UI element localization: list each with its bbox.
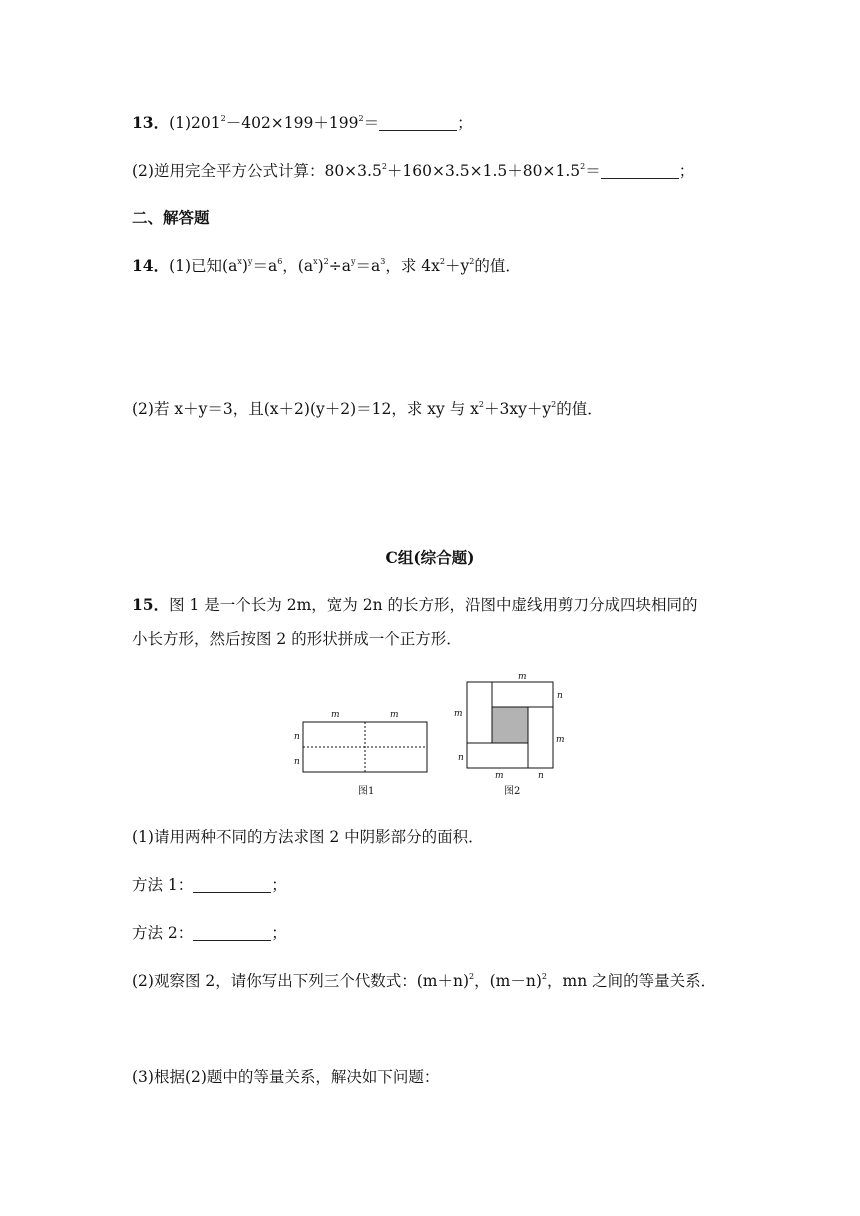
fig2-label-m: m [518,672,527,682]
question-number: 14． [132,256,170,275]
q15-sub3: (3)根据(2)题中的等量关系，解决如下问题： [132,1068,440,1086]
q13-part2: (2)逆用完全平方公式计算：$80\times 3.5^2+160\times 3.5\times 1.5+80\times 1.5^2=$ ； [132,162,695,180]
q15-sub2: (2)观察图 2，请你写出下列三个代数式：$(m+n)^2$，$(m-n)^2$，mn 之间的等量关系． [132,972,717,990]
figures [290,670,580,800]
fig2-label-m: m [454,709,463,719]
fig2-label-m: m [556,735,565,745]
fig2-rect-right [528,707,553,768]
answer-blank[interactable] [379,114,457,131]
q15-method2: 方法 2： ； [132,924,287,942]
fig2-label-m: m [495,771,504,781]
answer-blank[interactable] [193,876,271,893]
fig2-label-n: n [538,771,544,781]
q14-part2: (2)若 x＋y＝3，且(x＋2)(y＋2)＝12，求 xy 与 $x^2+3xy+y^2$的值． [132,400,603,418]
fig1-label-n: n [294,757,300,767]
fig1-label-m: m [390,710,399,720]
q15-line1: 15．图 1 是一个长为 2m，宽为 2n 的长方形，沿图中虚线用剪刀分成四块相同的 [132,595,698,614]
fig1-caption: 图1 [358,786,375,797]
fig1-label-n: n [294,732,300,742]
fig1-label-m: m [331,710,340,720]
figure-1 [303,722,427,772]
fig1-labels [294,710,399,767]
fig2-label-n: n [557,691,563,701]
group-c-title: C组(综合题) [385,548,475,567]
fig2-shaded-square [492,707,528,743]
fig2-rect-top [492,682,553,707]
fig2-rect-left [467,682,492,743]
q15-line2: 小长方形，然后按图 2 的形状拼成一个正方形． [132,630,462,648]
q13-part1: 13．$(1)201^2-402\times 199+199^2=$ ； [132,113,473,132]
q15-sub1: (1)请用两种不同的方法求图 2 中阴影部分的面积． [132,828,484,846]
fig2-caption: 图2 [504,786,521,797]
answer-blank[interactable] [601,162,679,179]
q14-part1: 14．(1)已知$(a^x)^y=a^6$，$(a^x)^2\div a^y=a^3$，求 $4x^2+y^2$的值． [132,256,521,275]
question-number: 13． [132,113,170,132]
q15-method1: 方法 1： ； [132,876,287,894]
question-number: 15． [132,595,170,614]
fig2-label-n: n [458,753,464,763]
figure-2 [467,682,553,768]
section-heading: 二、解答题 [132,208,210,227]
fig2-rect-bottom [467,743,528,768]
answer-blank[interactable] [193,924,271,941]
